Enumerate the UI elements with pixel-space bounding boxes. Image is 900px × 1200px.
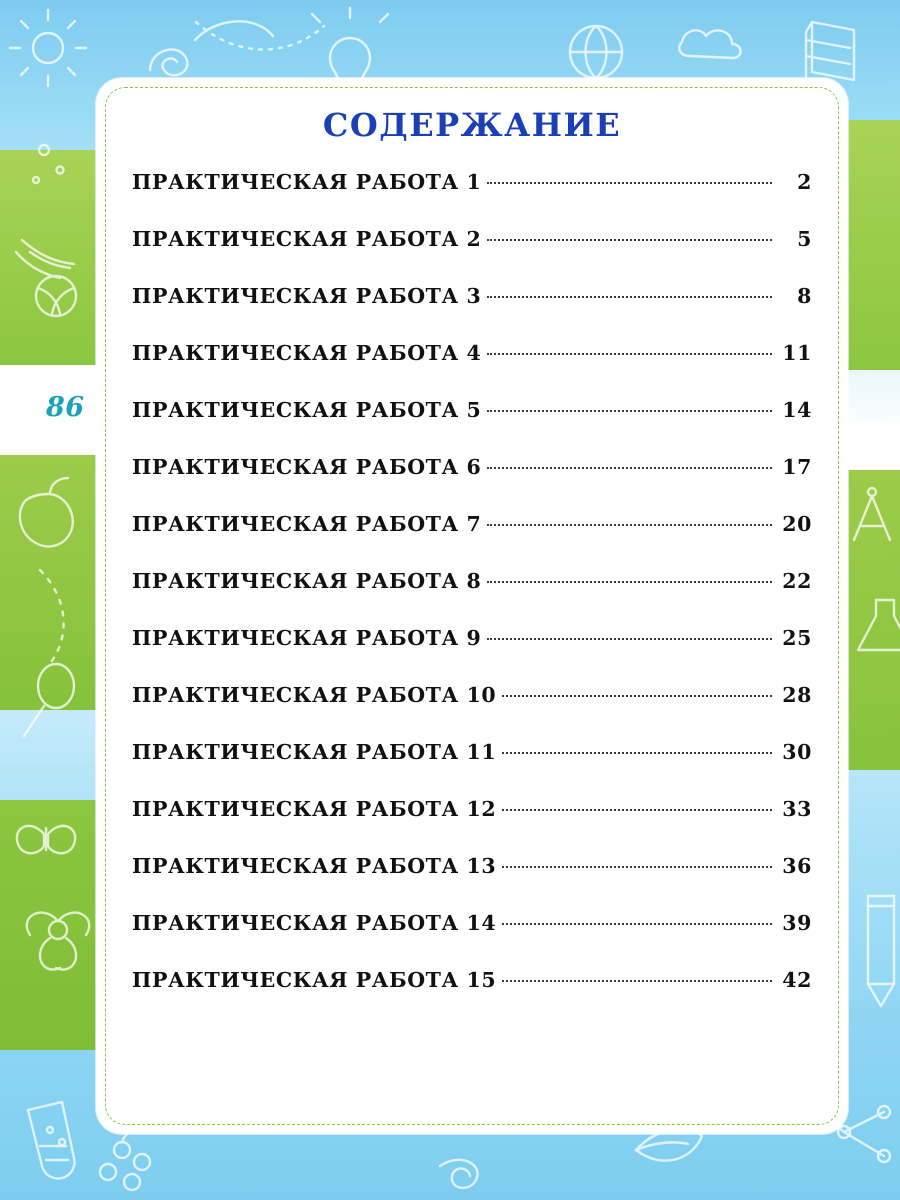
page-title: СОДЕРЖАНИЕ [322,106,622,144]
toc-entry-page: 25 [782,626,812,650]
toc-list [130,170,814,1025]
page-number: 86 [46,392,85,423]
toc-entry-label: ПРАКТИЧЕСКАЯ РАБОТА 15 [132,968,497,992]
leader-dots [487,353,772,355]
leader-dots [502,923,772,925]
leader-dots [487,524,772,526]
toc-entry-page: 28 [782,683,812,707]
toc-entry-label: ПРАКТИЧЕСКАЯ РАБОТА 10 [132,683,497,707]
list-item[interactable] [130,341,814,398]
leader-dots [487,581,772,583]
toc-entry-page: 20 [782,512,812,536]
toc-entry-page: 2 [797,170,812,194]
toc-entry-label: ПРАКТИЧЕСКАЯ РАБОТА 7 [132,512,482,536]
leader-dots [502,866,772,868]
list-item[interactable] [130,911,814,968]
toc-entry-page: 36 [782,854,812,878]
decor-band-left-lower [0,800,96,1050]
list-item[interactable] [130,512,814,569]
leader-dots [502,809,772,811]
toc-entry-label: ПРАКТИЧЕСКАЯ РАБОТА 5 [132,398,482,422]
list-item[interactable] [130,683,814,740]
list-item[interactable] [130,968,814,1025]
list-item[interactable] [130,569,814,626]
decor-band-left-top [0,150,96,365]
toc-entry-label: ПРАКТИЧЕСКАЯ РАБОТА 6 [132,455,482,479]
list-item[interactable] [130,854,814,911]
list-item[interactable] [130,227,814,284]
leader-dots [487,410,772,412]
leader-dots [502,695,772,697]
toc-entry-label: ПРАКТИЧЕСКАЯ РАБОТА 8 [132,569,482,593]
toc-entry-label: ПРАКТИЧЕСКАЯ РАБОТА 1 [132,170,482,194]
toc-entry-label: ПРАКТИЧЕСКАЯ РАБОТА 4 [132,341,482,365]
list-item[interactable] [130,170,814,227]
content-card [96,78,848,1134]
table-of-contents [96,78,848,1134]
toc-entry-page: 39 [782,911,812,935]
toc-entry-label: ПРАКТИЧЕСКАЯ РАБОТА 13 [132,854,497,878]
toc-entry-label: ПРАКТИЧЕСКАЯ РАБОТА 9 [132,626,482,650]
toc-entry-label: ПРАКТИЧЕСКАЯ РАБОТА 2 [132,227,482,251]
toc-entry-page: 42 [782,968,812,992]
leader-dots [487,638,772,640]
toc-entry-page: 30 [782,740,812,764]
list-item[interactable] [130,797,814,854]
list-item[interactable] [130,284,814,341]
toc-entry-page: 14 [782,398,812,422]
leader-dots [487,182,772,184]
leader-dots [487,467,772,469]
toc-entry-page: 22 [782,569,812,593]
toc-entry-page: 11 [782,341,812,365]
toc-entry-label: ПРАКТИЧЕСКАЯ РАБОТА 14 [132,911,497,935]
toc-entry-page: 8 [797,284,812,308]
list-item[interactable] [130,398,814,455]
toc-entry-label: ПРАКТИЧЕСКАЯ РАБОТА 11 [132,740,497,764]
list-item[interactable] [130,626,814,683]
toc-entry-page: 5 [797,227,812,251]
list-item[interactable] [130,740,814,797]
toc-entry-page: 17 [782,455,812,479]
toc-entry-page: 33 [782,797,812,821]
toc-entry-label: ПРАКТИЧЕСКАЯ РАБОТА 3 [132,284,482,308]
list-item[interactable] [130,455,814,512]
leader-dots [502,752,772,754]
leader-dots [487,239,772,241]
leader-dots [502,980,772,982]
toc-entry-label: ПРАКТИЧЕСКАЯ РАБОТА 12 [132,797,497,821]
leader-dots [487,296,772,298]
decor-band-left-bottom [0,455,96,710]
